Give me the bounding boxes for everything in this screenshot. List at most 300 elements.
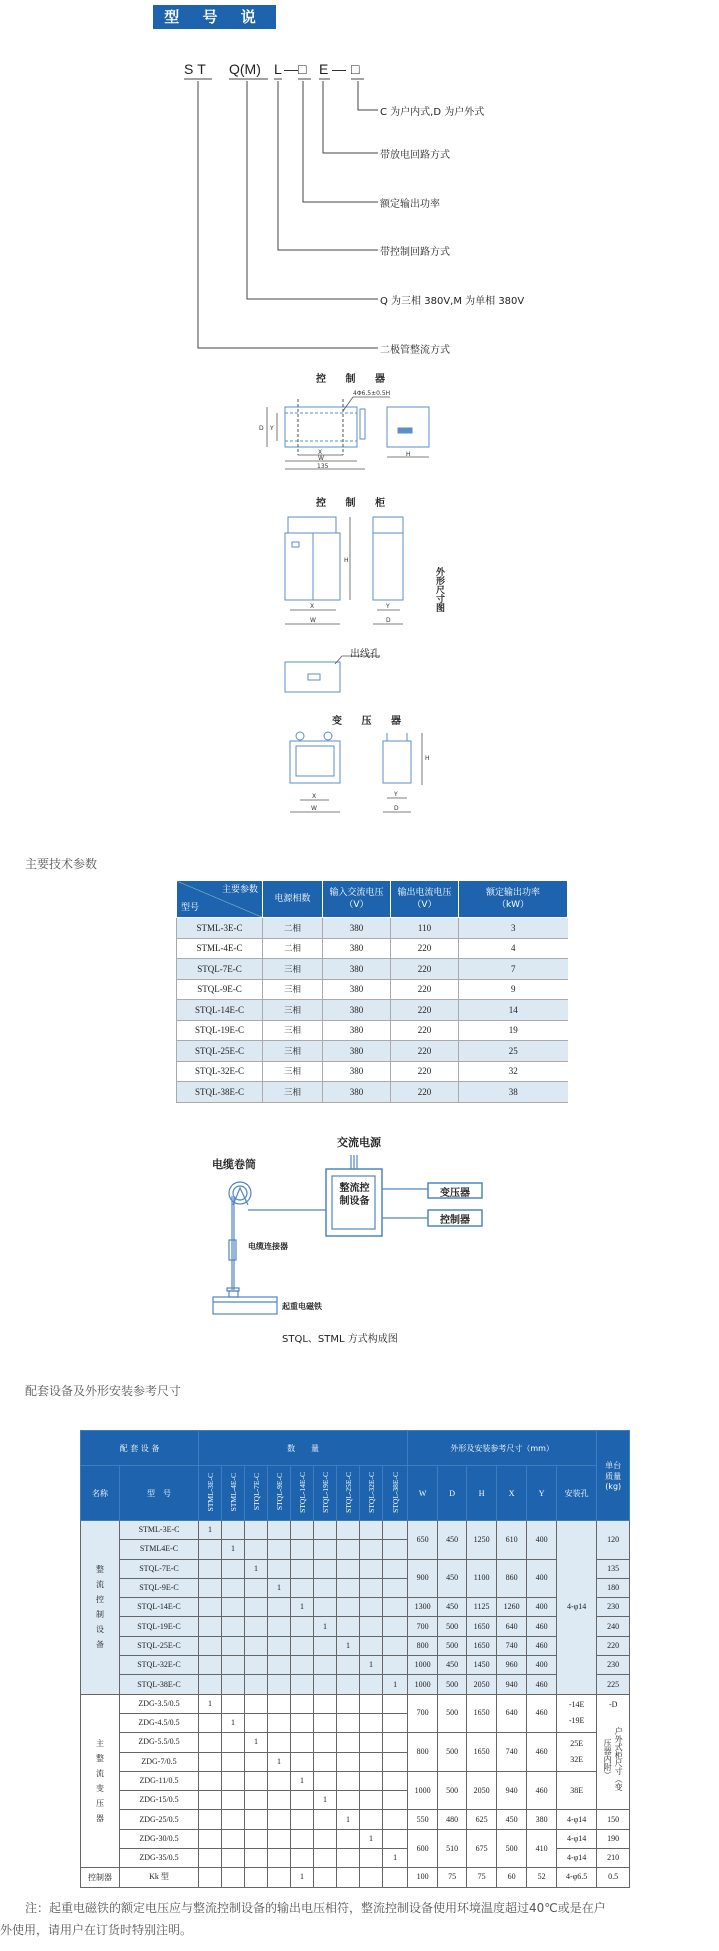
equipment-row [81,1656,630,1675]
dim-cell: 1250 [467,1521,497,1560]
dim-cell: 500 [438,1771,467,1810]
qty-column-label: STQL-14E-C [297,1471,307,1513]
qty-column-header [383,1466,408,1521]
qty-cell [383,1752,408,1771]
outdoor-cabinet-note: 户外式柜尺寸（变压器内附） [603,1726,624,1791]
qty-cell [314,1540,337,1559]
code-s: S [184,61,194,77]
qty-cell [291,1521,314,1540]
value-cell: 14 [459,1000,568,1021]
dim-cell: 1000 [408,1771,438,1810]
qty-cell: 1 [245,1733,268,1752]
dim-column-header: 安装孔 [557,1466,597,1521]
dim-cell: 450 [438,1598,467,1617]
value-cell: 三相 [263,959,323,980]
code-box1: □ [298,61,307,77]
qty-cell: 1 [222,1713,245,1732]
qty-cell [245,1771,268,1790]
qty-cell [245,1617,268,1636]
qty-cell [199,1617,222,1636]
qty-cell: 1 [360,1656,383,1675]
qty-cell [291,1713,314,1732]
qty-cell [314,1733,337,1752]
value-cell: 38 [459,1082,568,1103]
qty-cell [383,1598,408,1617]
tech-table-row [177,1000,568,1021]
dim-cell: 1000 [408,1656,438,1675]
qty-cell: 1 [314,1791,337,1810]
qty-cell [245,1810,268,1829]
dim-cell: 460 [527,1675,557,1694]
dim-cell: 100 [408,1868,438,1887]
lifting-magnet-icon [213,1297,277,1314]
qty-column-header [337,1466,360,1521]
transformer-dim-d: D [394,805,399,812]
qty-cell [383,1636,408,1655]
qty-cell [199,1752,222,1771]
value-cell: 380 [323,1061,391,1082]
group-name: 整 流 控 制 设 备 [81,1521,120,1695]
head-equipment: 配 套 设 备 [81,1431,199,1466]
dim-cell: 800 [408,1636,438,1655]
dim-cell: 480 [438,1810,467,1829]
equipment-row [81,1771,630,1790]
qty-column-header [314,1466,337,1521]
qty-cell [199,1810,222,1829]
value-cell: 三相 [263,1082,323,1103]
qty-cell [291,1559,314,1578]
group-name: 主 整 流 变 压 器 [81,1694,120,1868]
qty-cell [383,1791,408,1810]
qty-cell [360,1752,383,1771]
dim-cell: 450 [497,1810,527,1829]
qty-cell [199,1598,222,1617]
qty-cell [383,1521,408,1540]
dim-cell: 460 [527,1636,557,1655]
qty-cell [245,1656,268,1675]
qty-cell [268,1829,291,1848]
header-row-2 [81,1466,630,1521]
transformer-dim-x: X [312,793,317,800]
qty-cell [291,1636,314,1655]
code-label-install: C 为户内式,D 为户外式 [380,107,485,118]
value-cell: 3 [459,918,568,939]
qty-column-label: STQL-38E-C [390,1471,400,1513]
ac-power-label: 交流电源 [337,1136,381,1149]
dim-cell: 450 [438,1521,467,1560]
qty-cell [245,1521,268,1540]
model-code-leader-lines [0,0,719,360]
qty-cell [383,1540,408,1559]
dim-cell: 740 [497,1636,527,1655]
dim-cell: 1000 [408,1675,438,1694]
dim-cell: 410 [527,1829,557,1868]
qty-cell [222,1636,245,1655]
qty-cell [199,1849,222,1868]
qty-cell [222,1694,245,1713]
tech-header: 输出电流电压 （V） [391,881,459,918]
model-cell: STQL-9E-C [120,1578,199,1597]
tech-header-row [177,881,568,918]
qty-cell: 1 [268,1578,291,1597]
dim-cell: 450 [438,1559,467,1598]
tech-header: 额定输出功率 （kW） [459,881,568,918]
corner-top: 主要参数 [221,885,258,895]
mass-cell: 135 [597,1559,630,1578]
qty-cell [199,1791,222,1810]
value-cell: 19 [459,1020,568,1041]
qty-cell [291,1675,314,1694]
code-qm: Q(M) [229,61,261,77]
qty-cell [199,1636,222,1655]
value-cell: 220 [391,1082,459,1103]
qty-cell [268,1675,291,1694]
cabinet-dim-d: D [386,617,391,624]
equipment-row [81,1636,630,1655]
value-cell: 380 [323,918,391,939]
qty-cell [222,1598,245,1617]
qty-cell [360,1636,383,1655]
mass-cell: 190 [597,1829,630,1848]
header-row-1 [81,1431,630,1466]
qty-cell [314,1656,337,1675]
qty-cell [337,1849,360,1868]
dim-cell: 75 [438,1868,467,1887]
qty-cell [268,1521,291,1540]
mount-hole-cell: 4-φ14 [557,1849,597,1868]
qty-cell [291,1829,314,1848]
qty-cell [383,1771,408,1790]
model-cell: STQL-19E-C [120,1617,199,1636]
qty-column-header [199,1466,222,1521]
model-cell: ZDG-4.5/0.5 [120,1713,199,1732]
qty-cell [291,1540,314,1559]
code-label-control: 带控制回路方式 [380,247,450,258]
value-cell: 三相 [263,1041,323,1062]
qty-cell [268,1540,291,1559]
qty-cell [199,1559,222,1578]
code-label-power: 额定输出功率 [380,199,440,210]
qty-cell [314,1849,337,1868]
tech-table-row [177,1061,568,1082]
head-mass: 单台 质量 (kg) [597,1431,630,1521]
value-cell: 380 [323,938,391,959]
qty-cell: 1 [337,1636,360,1655]
qty-cell [268,1791,291,1810]
dim-cell: 1650 [467,1733,497,1772]
qty-cell [268,1598,291,1617]
qty-cell [314,1694,337,1713]
tech-section-title: 主要技术参数 [25,857,98,871]
dim-cell: 75 [467,1868,497,1887]
qty-cell: 1 [291,1771,314,1790]
qty-cell: 1 [199,1521,222,1540]
model-cell: STML-3E-C [120,1521,199,1540]
mass-cell: 240 [597,1617,630,1636]
cabinet-drawing [270,512,430,637]
dim-cell: 940 [497,1675,527,1694]
dim-cell: 52 [527,1868,557,1887]
qty-cell [314,1752,337,1771]
value-cell: 三相 [263,1061,323,1082]
equipment-row [81,1694,630,1713]
dim-cell: 675 [467,1829,497,1868]
qty-cell [199,1540,222,1559]
dim-column-header: H [467,1466,497,1521]
qty-column-header [291,1466,314,1521]
qty-cell [383,1694,408,1713]
mass-cell: 150 [597,1810,630,1829]
value-cell: 380 [323,979,391,1000]
qty-cell [360,1849,383,1868]
dim-cell: 60 [497,1868,527,1887]
qty-cell [337,1713,360,1732]
transformer-dim-y: Y [394,791,398,798]
cable-connector-label: 电缆连接器 [248,1242,288,1251]
dim-cell: 500 [497,1829,527,1868]
value-cell: 二相 [263,918,323,939]
tech-table-row [177,959,568,980]
dim-cell: 700 [408,1617,438,1636]
qty-cell [360,1675,383,1694]
qty-cell [222,1656,245,1675]
qty-cell [337,1694,360,1713]
tech-header: 电源相数 [263,881,323,918]
equipment-row [81,1598,630,1617]
model-cell: ZDG-35/0.5 [120,1849,199,1868]
cabinet-dim-w: W [310,617,316,624]
note-line-2: 外使用，请用户在订货时特别注明。 [0,1923,193,1937]
qty-cell: 1 [360,1829,383,1848]
dim-x: X [318,449,323,456]
qty-cell [337,1868,360,1887]
equipment-table [80,1430,630,1888]
code-dash1: — [284,61,298,77]
dim-cell: 2050 [467,1771,497,1810]
dim-cell: 860 [497,1559,527,1598]
value-cell: 三相 [263,1000,323,1021]
tech-header: 输入交流电压 （V） [323,881,391,918]
equipment-row [81,1733,630,1752]
value-cell: 110 [391,918,459,939]
qty-cell: 1 [291,1598,314,1617]
mass-cell: 0.5 [597,1868,630,1887]
qty-cell [383,1713,408,1732]
value-cell: 220 [391,959,459,980]
dim-cell: 700 [408,1694,438,1733]
mass-text: -D [608,1699,618,1709]
dim-cell: 1125 [467,1598,497,1617]
equipment-row [81,1675,630,1694]
qty-cell [360,1713,383,1732]
qty-cell [222,1675,245,1694]
mass-cell: 120 [597,1521,630,1560]
qty-cell [199,1733,222,1752]
code-label-phase: Q 为三相 380V,M 为单相 380V [380,296,525,307]
qty-cell [360,1617,383,1636]
dim-cell: 740 [497,1733,527,1772]
qty-cell [245,1578,268,1597]
dim-cell: 1260 [497,1598,527,1617]
qty-cell [268,1636,291,1655]
qty-cell [383,1829,408,1848]
qty-cell [222,1810,245,1829]
mass-cell: 220 [597,1636,630,1655]
value-cell: 7 [459,959,568,980]
tech-table-row [177,938,568,959]
qty-cell [199,1771,222,1790]
dim-cell: 460 [527,1733,557,1772]
dim-h: H [406,451,411,458]
head-quantity: 数 量 [199,1431,408,1466]
dim-w: W [318,455,324,462]
equipment-row [81,1559,630,1578]
mount-hole-cell: 4-φ14 [557,1829,597,1848]
dim-cell: 550 [408,1810,438,1829]
dim-cell: 610 [497,1521,527,1560]
model-cell: STQL-25E-C [120,1636,199,1655]
model-cell: STQL-9E-C [177,979,263,1000]
model-cell: STQL-32E-C [177,1061,263,1082]
dim-cell: 500 [438,1636,467,1655]
dim-cell: 1450 [467,1656,497,1675]
qty-cell [245,1829,268,1848]
model-cell: STQL-14E-C [120,1598,199,1617]
model-cell: STQL-7E-C [120,1559,199,1578]
mass-cell: 225 [597,1675,630,1694]
dim-cell: 640 [497,1694,527,1733]
model-cell: Kk 型 [120,1868,199,1887]
qty-cell [337,1791,360,1810]
qty-cell [383,1578,408,1597]
qty-cell: 1 [268,1752,291,1771]
model-cell: ZDG-25/0.5 [120,1810,199,1829]
mass-cell: 230 [597,1598,630,1617]
qty-cell [314,1559,337,1578]
qty-cell [245,1694,268,1713]
qty-cell [360,1733,383,1752]
qty-column-label: STQL-19E-C [320,1471,330,1513]
lifting-magnet-label: 起重电磁铁 [282,1302,322,1311]
model-cell: STML-4E-C [177,938,263,959]
model-cell: ZDG-3.5/0.5 [120,1694,199,1713]
transformer-dim-w: W [311,805,317,812]
note-line-1: 注：起重电磁铁的额定电压应与整流控制设备的输出电压相符，整流控制设备使用环境温度超过40℃或是在户 [25,1901,606,1915]
qty-cell [199,1868,222,1887]
qty-cell: 1 [222,1540,245,1559]
qty-cell: 1 [337,1810,360,1829]
dim-column-header: Y [527,1466,557,1521]
controller-hole-label: 4Φ6.5±0.5H [353,390,391,397]
value-cell: 380 [323,1082,391,1103]
controller-title: 控 制 器 [316,374,393,385]
code-box2: □ [351,61,360,77]
dim-total: 135 [317,463,329,470]
transformer-box-label: 变压器 [440,1188,470,1199]
qty-cell [383,1559,408,1578]
value-cell: 二相 [263,938,323,959]
qty-cell [314,1829,337,1848]
dim-cell: 1650 [467,1636,497,1655]
dim-cell: 460 [527,1617,557,1636]
qty-column-label: STQL-9E-C [274,1473,284,1511]
value-cell: 380 [323,959,391,980]
system-diagram [200,1150,500,1325]
qty-cell [360,1694,383,1713]
value-cell: 220 [391,1020,459,1041]
tech-corner-header [177,881,263,918]
qty-cell [337,1521,360,1540]
qty-cell [222,1791,245,1810]
dim-cell: 500 [438,1733,467,1772]
value-cell: 380 [323,1041,391,1062]
qty-cell [222,1771,245,1790]
mass-cell [597,1694,630,1810]
qty-cell [291,1810,314,1829]
qty-cell [268,1849,291,1868]
qty-cell [337,1752,360,1771]
cabinet-dim-h: H [344,557,349,564]
qty-cell: 1 [314,1617,337,1636]
qty-cell [383,1733,408,1752]
qty-cell [268,1617,291,1636]
cabinet-title: 控 制 柜 [316,498,393,509]
model-cell: STQL-25E-C [177,1041,263,1062]
qty-cell [314,1578,337,1597]
qty-cell [199,1656,222,1675]
qty-cell [291,1578,314,1597]
qty-cell [383,1617,408,1636]
diagram-caption: STQL、STML 方式构成图 [282,1334,398,1345]
dim-cell: 800 [408,1733,438,1772]
qty-cell: 1 [291,1868,314,1887]
equipment-row [81,1868,630,1887]
model-explanation-badge: 型 号 说 明 [153,5,276,29]
dim-cell: 940 [497,1771,527,1810]
model-cell: STQL-38E-C [177,1082,263,1103]
qty-cell [222,1617,245,1636]
qty-cell [245,1791,268,1810]
qty-cell [337,1617,360,1636]
qty-column-header [222,1466,245,1521]
dim-cell: 400 [527,1559,557,1598]
tech-table-row [177,918,568,939]
qty-cell [245,1849,268,1868]
qty-cell [222,1868,245,1887]
head-dims: 外形及安装参考尺寸（mm） [408,1431,597,1466]
dim-column-header: D [438,1466,467,1521]
qty-cell [337,1733,360,1752]
model-cell: ZDG-15/0.5 [120,1791,199,1810]
value-cell: 220 [391,1041,459,1062]
qty-cell [268,1694,291,1713]
outline-label: 外形尺寸图 [434,567,444,612]
qty-cell [222,1849,245,1868]
dim-cell: 400 [527,1656,557,1675]
value-cell: 220 [391,1061,459,1082]
qty-cell [360,1559,383,1578]
model-cell: STQL-14E-C [177,1000,263,1021]
qty-cell [268,1771,291,1790]
qty-cell [268,1713,291,1732]
qty-column-header [268,1466,291,1521]
mount-hole-cell: 4-φ14 [557,1521,597,1695]
dim-cell: 500 [438,1675,467,1694]
dim-cell: 640 [497,1617,527,1636]
qty-cell [245,1636,268,1655]
mount-hole-cell: 25E 32E [557,1733,597,1772]
qty-cell [314,1810,337,1829]
